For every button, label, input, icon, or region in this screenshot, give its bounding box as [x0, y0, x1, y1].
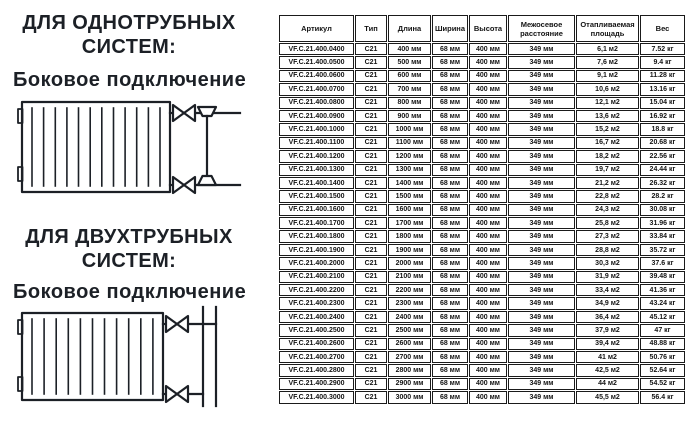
table-cell: 68 мм	[432, 271, 468, 283]
table-cell: VF.C.21.400.1500	[279, 190, 354, 202]
table-cell: 22.56 кг	[640, 150, 685, 162]
table-cell: 349 мм	[508, 110, 575, 122]
table-cell: 45.12 кг	[640, 311, 685, 323]
table-cell: 47 кг	[640, 324, 685, 336]
table-cell: 349 мм	[508, 257, 575, 269]
table-cell: VF.C.21.400.1600	[279, 204, 354, 216]
table-cell: VF.C.21.400.2200	[279, 284, 354, 296]
table-cell: 2500 мм	[388, 324, 431, 336]
table-row	[279, 311, 685, 323]
table-cell: 13.16 кг	[640, 83, 685, 95]
table-cell: 400 мм	[469, 70, 507, 82]
radiator-bracket-bottom	[18, 377, 23, 391]
table-cell: C21	[355, 324, 387, 336]
table-cell: VF.C.21.400.0800	[279, 97, 354, 109]
column-header: Артикул	[279, 15, 354, 42]
table-cell: 68 мм	[432, 204, 468, 216]
table-cell: 349 мм	[508, 56, 575, 68]
table-cell: VF.C.21.400.0700	[279, 83, 354, 95]
table-cell: C21	[355, 217, 387, 229]
table-row	[279, 70, 685, 82]
table-cell: 349 мм	[508, 43, 575, 55]
table-cell: 400 мм	[469, 391, 507, 403]
table-row	[279, 137, 685, 149]
table-cell: 45,5 м2	[576, 391, 639, 403]
table-cell: VF.C.21.400.2900	[279, 378, 354, 390]
table-cell: 7.52 кг	[640, 43, 685, 55]
table-row	[279, 378, 685, 390]
table-row	[279, 177, 685, 189]
table-cell: C21	[355, 190, 387, 202]
table-cell: 1000 мм	[388, 123, 431, 135]
table-cell: 9.4 кг	[640, 56, 685, 68]
table-cell: 349 мм	[508, 230, 575, 242]
table-row	[279, 364, 685, 376]
table-cell: C21	[355, 110, 387, 122]
table-cell: 400 мм	[469, 351, 507, 363]
table-cell: 68 мм	[432, 177, 468, 189]
table-cell: 68 мм	[432, 217, 468, 229]
table-cell: 400 мм	[469, 43, 507, 55]
table-row	[279, 123, 685, 135]
table-cell: 33,4 м2	[576, 284, 639, 296]
table-cell: 2000 мм	[388, 257, 431, 269]
table-cell: VF.C.21.400.0400	[279, 43, 354, 55]
table-cell: 68 мм	[432, 190, 468, 202]
table-cell: 400 мм	[469, 190, 507, 202]
table-cell: C21	[355, 177, 387, 189]
table-cell: 1700 мм	[388, 217, 431, 229]
table-cell: 400 мм	[469, 284, 507, 296]
two-pipe-section-title: ДЛЯ ДВУХТРУБНЫХ СИСТЕМ:	[25, 226, 233, 272]
table-cell: 18,2 м2	[576, 150, 639, 162]
table-cell: C21	[355, 284, 387, 296]
one-pipe-diagram-icon	[10, 96, 250, 196]
table-cell: 12,1 м2	[576, 97, 639, 109]
column-header: Длина	[388, 15, 431, 42]
table-cell: 68 мм	[432, 257, 468, 269]
table-row	[279, 150, 685, 162]
table-cell: 600 мм	[388, 70, 431, 82]
table-cell: 1900 мм	[388, 244, 431, 256]
table-row	[279, 56, 685, 68]
table-cell: VF.C.21.400.0500	[279, 56, 354, 68]
valve-icon-bottom	[166, 386, 188, 402]
table-cell: 39,4 м2	[576, 338, 639, 350]
table-cell: 400 мм	[469, 56, 507, 68]
table-cell: 349 мм	[508, 217, 575, 229]
table-row	[279, 351, 685, 363]
table-cell: 68 мм	[432, 364, 468, 376]
table-cell: 68 мм	[432, 297, 468, 309]
table-row	[279, 164, 685, 176]
table-cell: 400 мм	[469, 324, 507, 336]
table-cell: VF.C.21.400.1300	[279, 164, 354, 176]
table-cell: 700 мм	[388, 83, 431, 95]
table-cell: 28,8 м2	[576, 244, 639, 256]
table-cell: 68 мм	[432, 56, 468, 68]
table-cell: 2400 мм	[388, 311, 431, 323]
table-cell: 68 мм	[432, 230, 468, 242]
table-cell: 2200 мм	[388, 284, 431, 296]
table-cell: 349 мм	[508, 311, 575, 323]
column-header: Межосевое расстояние	[508, 15, 575, 42]
table-cell: 20.68 кг	[640, 137, 685, 149]
table-cell: 41 м2	[576, 351, 639, 363]
table-cell: VF.C.21.400.2600	[279, 338, 354, 350]
table-row	[279, 271, 685, 283]
spec-table-body	[279, 43, 685, 404]
table-cell: 11.28 кг	[640, 70, 685, 82]
table-cell: 1400 мм	[388, 177, 431, 189]
table-cell: 30,3 м2	[576, 257, 639, 269]
table-cell: VF.C.21.400.2500	[279, 324, 354, 336]
table-cell: 24,3 м2	[576, 204, 639, 216]
table-cell: 349 мм	[508, 177, 575, 189]
table-cell: 400 мм	[469, 364, 507, 376]
table-cell: 1300 мм	[388, 164, 431, 176]
table-cell: 68 мм	[432, 110, 468, 122]
radiator-fins	[32, 108, 160, 186]
table-cell: 68 мм	[432, 97, 468, 109]
table-cell: 400 мм	[469, 378, 507, 390]
header-row	[279, 15, 685, 42]
table-cell: C21	[355, 297, 387, 309]
two-pipe-section-subtitle: Боковое подключение	[13, 281, 247, 303]
table-cell: 22,8 м2	[576, 190, 639, 202]
table-cell: 25,8 м2	[576, 217, 639, 229]
table-cell: 349 мм	[508, 338, 575, 350]
table-cell: C21	[355, 150, 387, 162]
table-cell: 400 мм	[469, 338, 507, 350]
table-cell: 33.84 кг	[640, 230, 685, 242]
table-cell: 68 мм	[432, 83, 468, 95]
table-row	[279, 391, 685, 403]
table-cell: 68 мм	[432, 164, 468, 176]
table-cell: 349 мм	[508, 190, 575, 202]
table-row	[279, 230, 685, 242]
table-cell: C21	[355, 123, 387, 135]
table-cell: VF.C.21.400.1900	[279, 244, 354, 256]
table-cell: VF.C.21.400.2400	[279, 311, 354, 323]
table-cell: 400 мм	[469, 271, 507, 283]
two-pipe-diagram-icon	[10, 302, 250, 414]
table-cell: 54.52 кг	[640, 378, 685, 390]
table-cell: 39.48 кг	[640, 271, 685, 283]
table-row	[279, 110, 685, 122]
column-header: Ширина	[432, 15, 468, 42]
valve-icon-top	[166, 316, 188, 332]
table-row	[279, 43, 685, 55]
table-cell: 400 мм	[469, 257, 507, 269]
table-cell: C21	[355, 351, 387, 363]
column-header: Высота	[469, 15, 507, 42]
table-row	[279, 338, 685, 350]
table-cell: 400 мм	[469, 177, 507, 189]
table-cell: 349 мм	[508, 351, 575, 363]
table-row	[279, 324, 685, 336]
table-cell: 24.44 кг	[640, 164, 685, 176]
table-cell: C21	[355, 56, 387, 68]
table-cell: 349 мм	[508, 271, 575, 283]
table-cell: 1800 мм	[388, 230, 431, 242]
table-cell: 42,5 м2	[576, 364, 639, 376]
valve-icon-bottom	[173, 177, 195, 193]
table-cell: 400 мм	[469, 150, 507, 162]
table-cell: 52.64 кг	[640, 364, 685, 376]
table-cell: 2700 мм	[388, 351, 431, 363]
table-cell: C21	[355, 70, 387, 82]
table-cell: 400 мм	[469, 311, 507, 323]
table-cell: 1100 мм	[388, 137, 431, 149]
table-cell: 28.2 кг	[640, 190, 685, 202]
table-cell: C21	[355, 204, 387, 216]
table-cell: VF.C.21.400.0600	[279, 70, 354, 82]
table-cell: 44 м2	[576, 378, 639, 390]
table-cell: 349 мм	[508, 378, 575, 390]
table-cell: 37,9 м2	[576, 324, 639, 336]
table-cell: 15,2 м2	[576, 123, 639, 135]
table-cell: C21	[355, 271, 387, 283]
table-cell: 31.96 кг	[640, 217, 685, 229]
table-cell: 2900 мм	[388, 378, 431, 390]
table-cell: 68 мм	[432, 311, 468, 323]
table-cell: 15.04 кг	[640, 97, 685, 109]
table-cell: 349 мм	[508, 204, 575, 216]
table-cell: 68 мм	[432, 351, 468, 363]
table-cell: 400 мм	[469, 204, 507, 216]
table-cell: 68 мм	[432, 338, 468, 350]
table-cell: 400 мм	[469, 123, 507, 135]
table-cell: 36,4 м2	[576, 311, 639, 323]
table-cell: VF.C.21.400.1200	[279, 150, 354, 162]
table-cell: 30.08 кг	[640, 204, 685, 216]
one-pipe-section-subtitle: Боковое подключение	[13, 69, 247, 91]
table-cell: 349 мм	[508, 123, 575, 135]
table-cell: 68 мм	[432, 150, 468, 162]
table-cell: 400 мм	[469, 164, 507, 176]
table-cell: 349 мм	[508, 97, 575, 109]
column-header: Вес	[640, 15, 685, 42]
table-cell: 349 мм	[508, 297, 575, 309]
table-cell: 400 мм	[469, 110, 507, 122]
table-cell: 48.88 кг	[640, 338, 685, 350]
table-cell: 2300 мм	[388, 297, 431, 309]
tee-fitting-bottom	[198, 176, 216, 185]
table-cell: 13,6 м2	[576, 110, 639, 122]
table-cell: 68 мм	[432, 70, 468, 82]
table-cell: 9,1 м2	[576, 70, 639, 82]
table-cell: VF.C.21.400.3000	[279, 391, 354, 403]
radiator-bracket-bottom	[18, 167, 23, 181]
tee-fitting-top	[198, 107, 216, 116]
table-cell: 400 мм	[469, 83, 507, 95]
table-cell: 349 мм	[508, 164, 575, 176]
table-cell: 18.8 кг	[640, 123, 685, 135]
table-cell: 500 мм	[388, 56, 431, 68]
table-cell: 349 мм	[508, 137, 575, 149]
table-cell: 26.32 кг	[640, 177, 685, 189]
table-cell: 400 мм	[469, 297, 507, 309]
table-cell: VF.C.21.400.1100	[279, 137, 354, 149]
table-cell: 68 мм	[432, 137, 468, 149]
table-cell: 400 мм	[469, 217, 507, 229]
one-pipe-section-title: ДЛЯ ОДНОТРУБНЫХ СИСТЕМ:	[22, 12, 236, 58]
table-cell: 2800 мм	[388, 364, 431, 376]
table-cell: 349 мм	[508, 391, 575, 403]
table-cell: 50.76 кг	[640, 351, 685, 363]
table-cell: C21	[355, 230, 387, 242]
table-cell: C21	[355, 244, 387, 256]
table-cell: VF.C.21.400.2700	[279, 351, 354, 363]
table-cell: 800 мм	[388, 97, 431, 109]
table-cell: 349 мм	[508, 364, 575, 376]
table-cell: 68 мм	[432, 284, 468, 296]
table-cell: C21	[355, 378, 387, 390]
table-cell: 31,9 м2	[576, 271, 639, 283]
table-row	[279, 284, 685, 296]
table-cell: C21	[355, 257, 387, 269]
table-cell: 68 мм	[432, 43, 468, 55]
table-cell: 1200 мм	[388, 150, 431, 162]
table-cell: VF.C.21.400.1400	[279, 177, 354, 189]
table-cell: 1500 мм	[388, 190, 431, 202]
table-cell: 400 мм	[469, 244, 507, 256]
table-cell: C21	[355, 311, 387, 323]
table-row	[279, 190, 685, 202]
table-row	[279, 217, 685, 229]
table-cell: C21	[355, 97, 387, 109]
table-cell: 16,7 м2	[576, 137, 639, 149]
radiator-fins	[32, 319, 153, 394]
table-cell: 349 мм	[508, 83, 575, 95]
table-cell: 400 мм	[469, 137, 507, 149]
riser-pipes	[203, 307, 216, 406]
table-cell: 35.72 кг	[640, 244, 685, 256]
table-cell: VF.C.21.400.0900	[279, 110, 354, 122]
table-cell: 10,6 м2	[576, 83, 639, 95]
table-cell: 37.6 кг	[640, 257, 685, 269]
valve-icon-top	[173, 105, 195, 121]
table-cell: 349 мм	[508, 150, 575, 162]
table-cell: VF.C.21.400.1000	[279, 123, 354, 135]
table-cell: C21	[355, 43, 387, 55]
table-cell: VF.C.21.400.2000	[279, 257, 354, 269]
table-cell: VF.C.21.400.2800	[279, 364, 354, 376]
table-cell: C21	[355, 391, 387, 403]
table-cell: VF.C.21.400.1700	[279, 217, 354, 229]
table-cell: 349 мм	[508, 70, 575, 82]
table-cell: C21	[355, 364, 387, 376]
table-cell: 2600 мм	[388, 338, 431, 350]
table-cell: 7,6 м2	[576, 56, 639, 68]
table-cell: 16.92 кг	[640, 110, 685, 122]
radiator-bracket-top	[18, 109, 23, 123]
spec-table	[278, 14, 686, 405]
table-cell: 68 мм	[432, 378, 468, 390]
table-cell: 27,3 м2	[576, 230, 639, 242]
table-cell: 1600 мм	[388, 204, 431, 216]
table-cell: 400 мм	[388, 43, 431, 55]
table-cell: C21	[355, 338, 387, 350]
table-cell: C21	[355, 137, 387, 149]
table-cell: 349 мм	[508, 324, 575, 336]
table-cell: C21	[355, 164, 387, 176]
table-cell: 349 мм	[508, 284, 575, 296]
table-cell: 400 мм	[469, 230, 507, 242]
table-cell: 19,7 м2	[576, 164, 639, 176]
table-cell: 41.36 кг	[640, 284, 685, 296]
table-row	[279, 257, 685, 269]
table-row	[279, 244, 685, 256]
table-cell: VF.C.21.400.2100	[279, 271, 354, 283]
table-cell: 6,1 м2	[576, 43, 639, 55]
table-cell: 68 мм	[432, 123, 468, 135]
table-cell: 400 мм	[469, 97, 507, 109]
table-cell: VF.C.21.400.2300	[279, 297, 354, 309]
table-cell: C21	[355, 83, 387, 95]
table-row	[279, 297, 685, 309]
column-header: Отапливаемая площадь	[576, 15, 639, 42]
table-cell: 349 мм	[508, 244, 575, 256]
table-cell: 43.24 кг	[640, 297, 685, 309]
table-cell: 56.4 кг	[640, 391, 685, 403]
table-row	[279, 204, 685, 216]
radiator-bracket-top	[18, 320, 23, 334]
table-cell: 2100 мм	[388, 271, 431, 283]
table-row	[279, 83, 685, 95]
table-cell: 900 мм	[388, 110, 431, 122]
table-cell: 21,2 м2	[576, 177, 639, 189]
table-cell: 68 мм	[432, 324, 468, 336]
table-cell: 68 мм	[432, 391, 468, 403]
table-cell: 34,9 м2	[576, 297, 639, 309]
table-cell: 68 мм	[432, 244, 468, 256]
table-row	[279, 97, 685, 109]
column-header: Тип	[355, 15, 387, 42]
table-cell: VF.C.21.400.1800	[279, 230, 354, 242]
table-cell: 3000 мм	[388, 391, 431, 403]
